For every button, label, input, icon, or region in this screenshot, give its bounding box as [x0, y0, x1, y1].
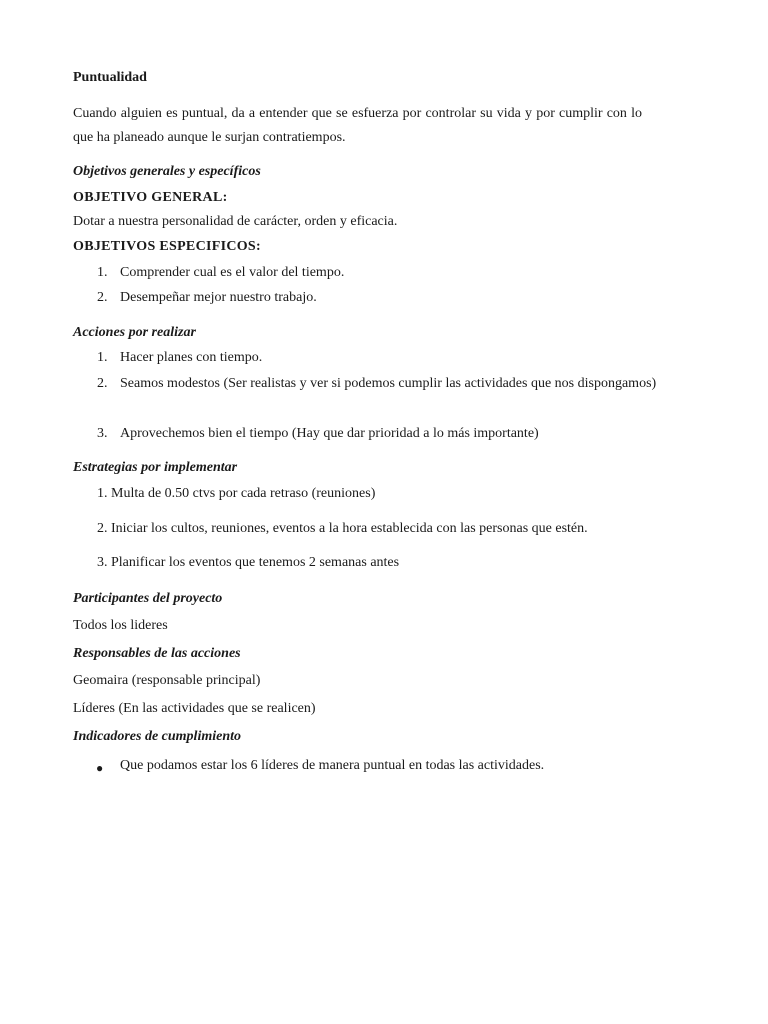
list-item-number: 3.: [97, 426, 108, 441]
participantes-text: Todos los lideres: [73, 618, 168, 633]
objetivo-general-label: OBJETIVO GENERAL:: [73, 190, 228, 205]
list-item: Seamos modestos (Ser realistas y ver si podemos cumplir las actividades que nos dispongamos): [120, 376, 657, 391]
list-item: Comprender cual es el valor del tiempo.: [120, 265, 345, 280]
intro-paragraph: Cuando alguien es puntual, da a entender que se esfuerza por controlar su vida y por cumplir con lo que ha planeado aunque le surjan contratiempos.: [73, 106, 642, 145]
list-item-number: 2.: [97, 290, 108, 305]
list-item: 1. Multa de 0.50 ctvs por cada retraso (reuniones): [97, 486, 376, 501]
list-item: Aprovechemos bien el tiempo (Hay que dar prioridad a lo más importante): [120, 426, 539, 441]
objetivo-general-text: Dotar a nuestra personalidad de carácter, orden y eficacia.: [73, 214, 398, 229]
list-item: 3. Planificar los eventos que tenemos 2 semanas antes: [97, 555, 400, 570]
indicadores-heading: Indicadores de cumplimiento: [73, 729, 241, 744]
list-item: Desempeñar mejor nuestro trabajo.: [120, 290, 317, 305]
participantes-heading: Participantes del proyecto: [73, 591, 223, 606]
bullet-icon: ●: [96, 761, 104, 775]
objetivos-heading: Objetivos generales y específicos: [73, 164, 261, 179]
list-item: Hacer planes con tiempo.: [120, 350, 263, 365]
responsables-heading: Responsables de las acciones: [73, 646, 241, 661]
indicador-item: Que podamos estar los 6 líderes de manera puntual en todas las actividades.: [120, 758, 545, 773]
list-item-number: 1.: [97, 350, 108, 365]
list-item: 2. Iniciar los cultos, reuniones, eventos a la hora establecida con las personas que estén.: [97, 521, 588, 536]
list-item-number: 2.: [97, 376, 108, 391]
responsable-item: Geomaira (responsable principal): [73, 673, 261, 688]
estrategias-heading: Estrategias por implementar: [73, 460, 238, 475]
document-title: Puntualidad: [73, 70, 147, 85]
acciones-heading: Acciones por realizar: [73, 325, 196, 340]
responsable-item: Líderes (En las actividades que se realicen): [73, 701, 316, 716]
objetivos-especificos-label: OBJETIVOS ESPECIFICOS:: [73, 239, 261, 254]
list-item-number: 1.: [97, 265, 108, 280]
